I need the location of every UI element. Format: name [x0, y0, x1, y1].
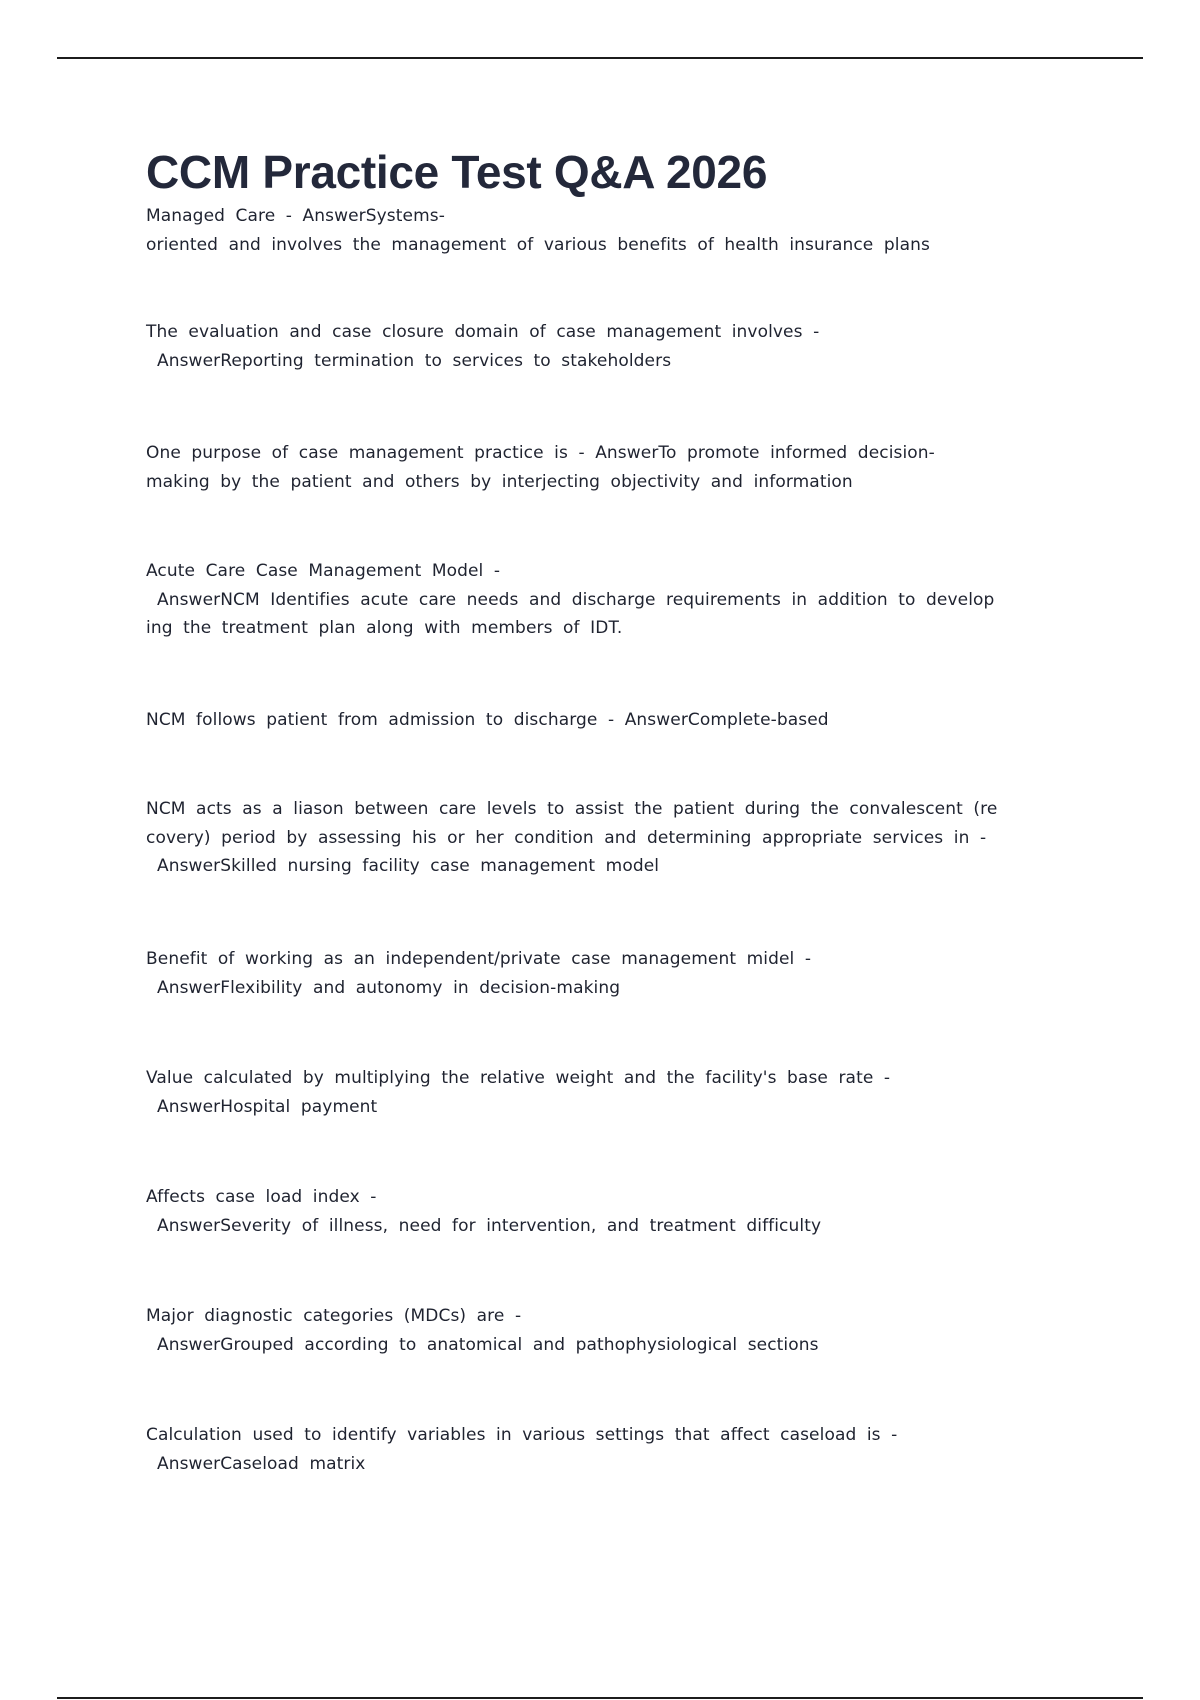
- question-text: The evaluation and case closure domain of case management involves -: [146, 322, 820, 342]
- answer-text: AnswerGrouped according to anatomical and pathophysiological sections: [157, 1334, 819, 1355]
- answer-text: AnswerHospital payment: [157, 1096, 378, 1117]
- question-text: Managed Care - AnswerSystems-: [146, 206, 445, 226]
- qa-item: [146, 1183, 1066, 1240]
- question-text: Value calculated by multiplying the relative weight and the facility's base rate -: [146, 1068, 891, 1088]
- question-text: covery) period by assessing his or her condition and determining appropriate services in -: [146, 827, 987, 848]
- question-text: One purpose of case management practice is - AnswerTo promote informed decision-: [146, 443, 935, 463]
- page-title: CCM Practice Test Q&A 2026: [146, 146, 768, 198]
- question-text: Affects case load index -: [146, 1187, 377, 1207]
- answer-text: AnswerNCM Identifies acute care needs and discharge requirements in addition to develop: [157, 589, 995, 610]
- qa-item: [146, 202, 1066, 259]
- answer-text: making by the patient and others by interjecting objectivity and information: [146, 471, 853, 492]
- question-text: Benefit of working as an independent/private case management midel -: [146, 949, 812, 969]
- answer-text: AnswerSkilled nursing facility case management model: [157, 856, 660, 876]
- qa-item: [146, 557, 1066, 643]
- qa-item: [146, 945, 1066, 1002]
- answer-text: oriented and involves the management of various benefits of health insurance plans: [146, 234, 930, 255]
- qa-item: [146, 795, 1066, 881]
- answer-text: ing the treatment plan along with members of IDT.: [146, 618, 623, 638]
- question-text: NCM acts as a liason between care levels to assist the patient during the convalescent (re: [146, 799, 998, 819]
- qa-item: [146, 439, 1066, 496]
- qa-item: [146, 1421, 1066, 1478]
- qa-item: [146, 706, 1066, 735]
- answer-text: AnswerReporting termination to services to stakeholders: [157, 350, 672, 371]
- bottom-rule: [57, 1697, 1143, 1699]
- top-rule: [57, 57, 1143, 59]
- qa-item: [146, 1064, 1066, 1121]
- question-text: NCM follows patient from admission to discharge - AnswerComplete-based: [146, 710, 829, 730]
- question-text: Acute Care Case Management Model -: [146, 561, 501, 581]
- qa-item: [146, 1302, 1066, 1359]
- answer-text: AnswerSeverity of illness, need for intervention, and treatment difficulty: [157, 1215, 822, 1236]
- answer-text: AnswerFlexibility and autonomy in decision-making: [157, 977, 621, 998]
- qa-item: [146, 318, 1066, 375]
- question-text: Calculation used to identify variables in various settings that affect caseload is -: [146, 1425, 898, 1445]
- answer-text: AnswerCaseload matrix: [157, 1453, 366, 1474]
- question-text: Major diagnostic categories (MDCs) are -: [146, 1306, 522, 1326]
